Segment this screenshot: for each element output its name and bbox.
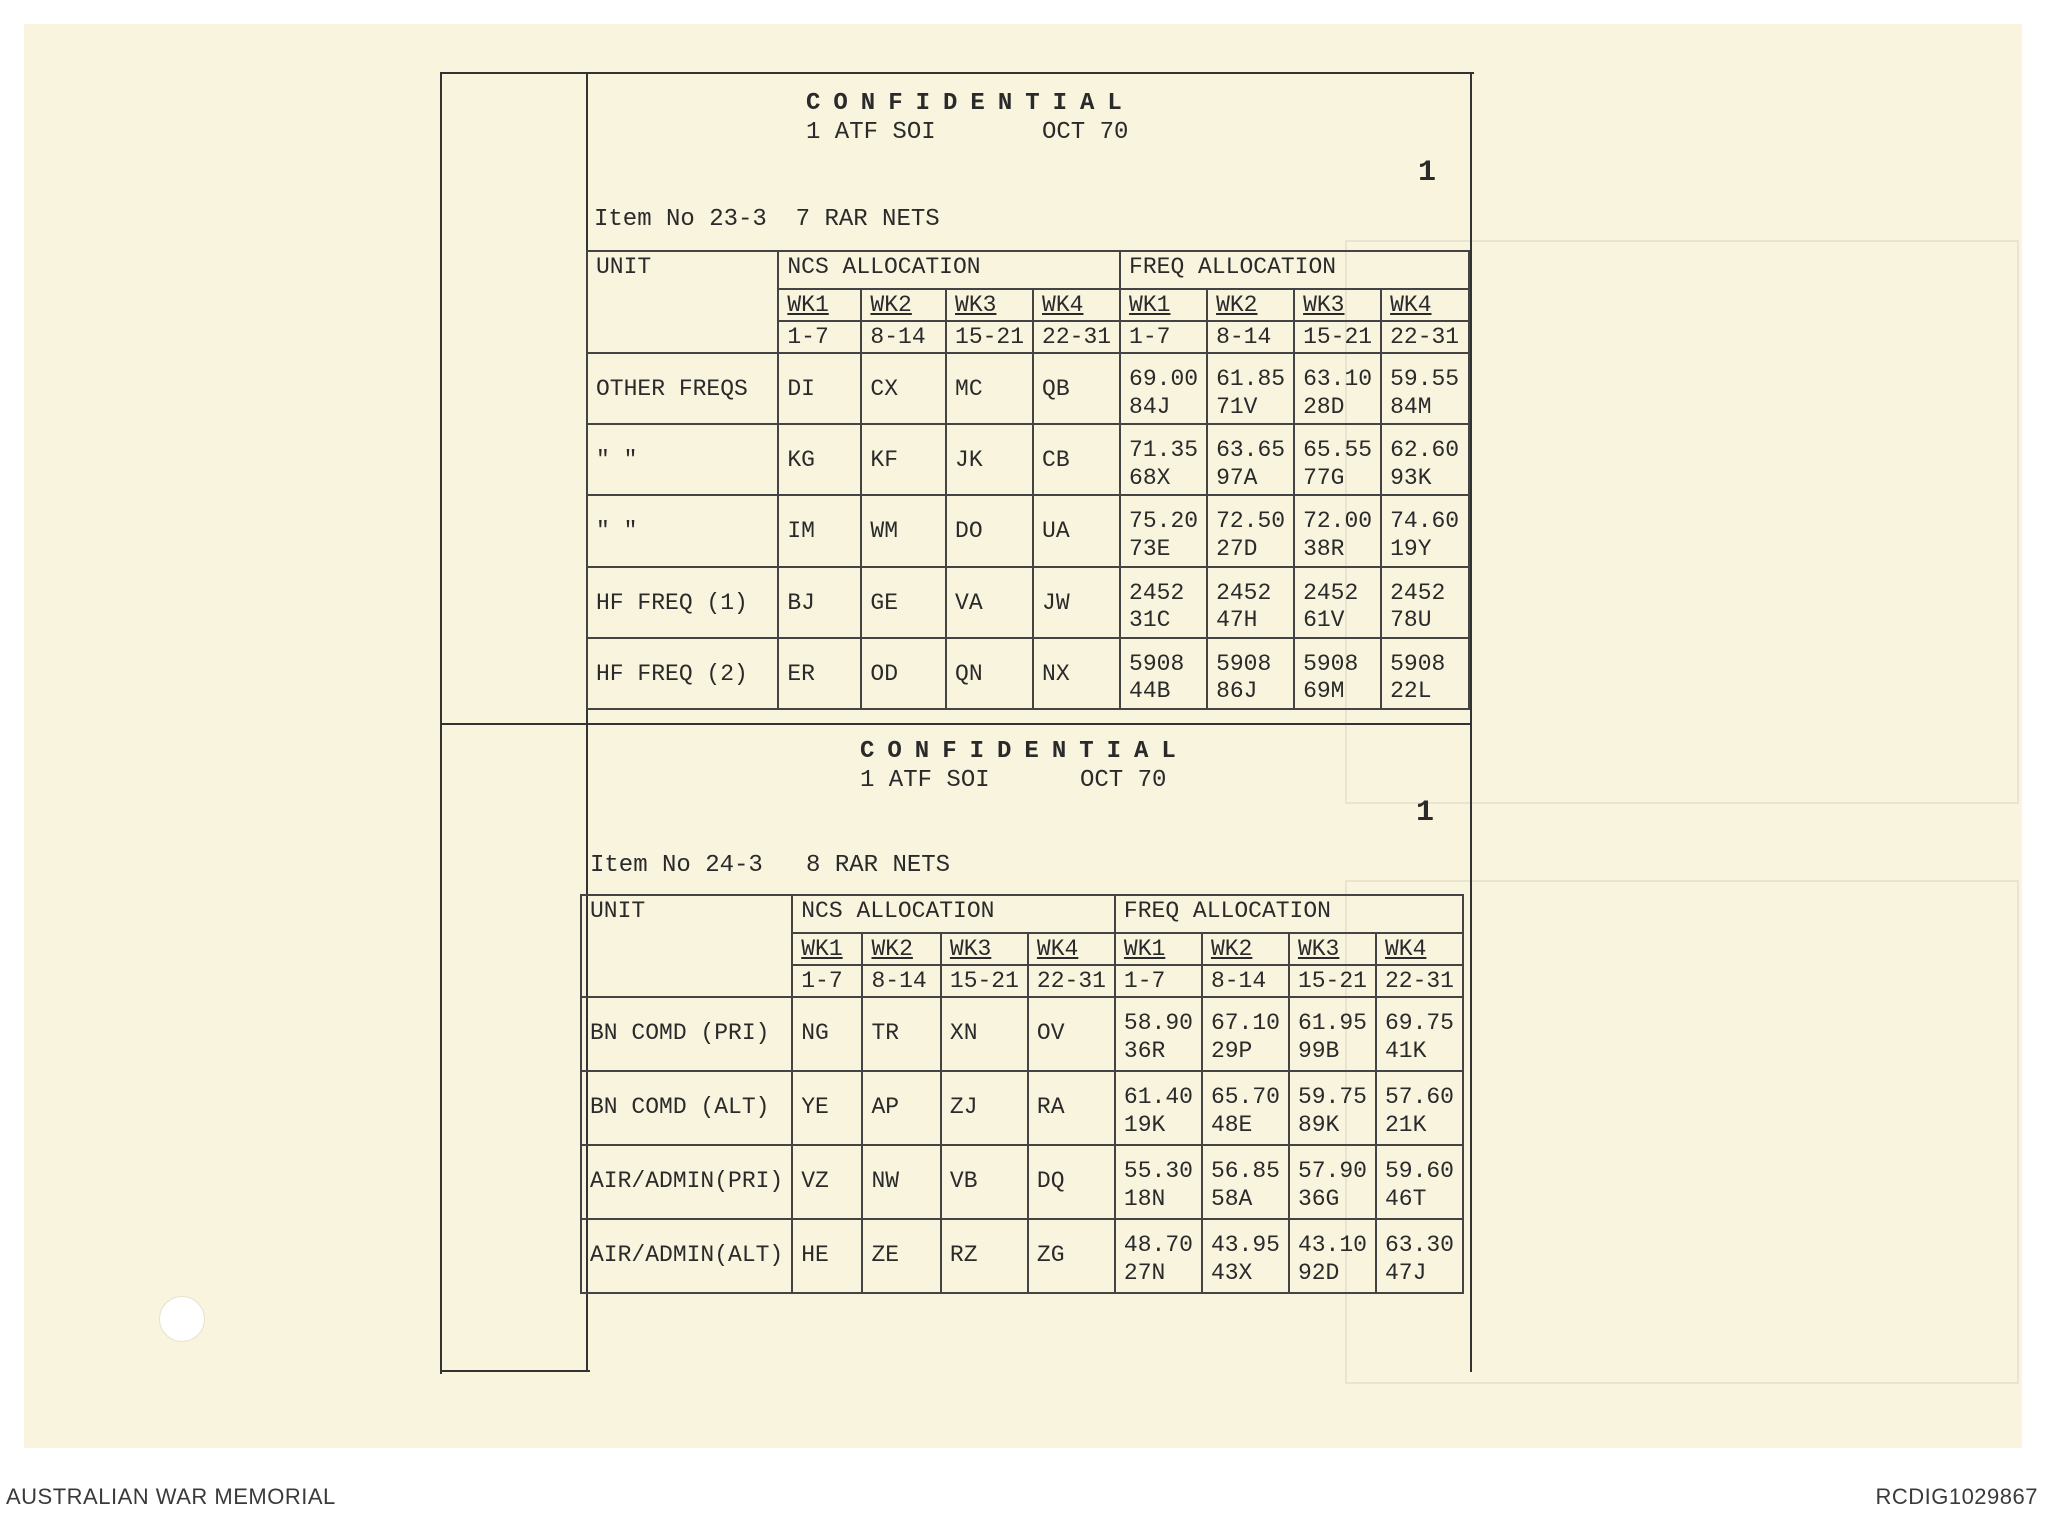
frequency-value: 48.70 <box>1123 1232 1193 1258</box>
frequency-value: 2452 <box>1303 579 1359 606</box>
unit-name-cell: OTHER FREQS <box>587 353 778 424</box>
freq-cell <box>1115 1071 1202 1145</box>
frequency-value: 43.10 <box>1297 1232 1367 1258</box>
confidential-label: CONFIDENTIAL <box>806 90 1135 117</box>
date-range: 8-14 <box>861 321 946 353</box>
frequency-value: 57.90 <box>1297 1158 1367 1184</box>
freq-cell <box>1207 567 1294 638</box>
week-label: WK1 <box>1120 289 1207 321</box>
freq-cell <box>1115 1145 1202 1219</box>
freq-cell <box>1376 997 1463 1071</box>
week-label: WK1 <box>792 933 862 965</box>
confidential-label: CONFIDENTIAL <box>860 738 1189 765</box>
freq-cell <box>1381 424 1469 495</box>
table-row <box>581 997 1463 1071</box>
table-row <box>587 495 1469 566</box>
ncs-callsign-cell: QB <box>1033 353 1120 424</box>
ncs-callsign-cell: JK <box>946 424 1033 495</box>
freq-cell <box>1289 1219 1376 1293</box>
item-number: Item No 23-3 <box>594 206 767 233</box>
frequency-value: 63.65 <box>1216 437 1286 464</box>
table-row <box>587 424 1469 495</box>
freq-cell <box>1376 1219 1463 1293</box>
unit-name-cell: BN COMD (PRI) <box>581 997 792 1071</box>
table-row <box>581 1219 1463 1293</box>
frequency-code: 92D <box>1297 1259 1340 1286</box>
frequency-value: 72.00 <box>1303 508 1373 535</box>
ncs-callsign-cell: GE <box>861 567 946 638</box>
ncs-callsign-cell: DQ <box>1028 1145 1115 1219</box>
week-label: WK1 <box>778 289 861 321</box>
frequency-value: 2452 <box>1216 579 1272 606</box>
freq-cell <box>1120 567 1207 638</box>
freq-cell <box>1289 997 1376 1071</box>
frequency-value: 65.70 <box>1210 1084 1280 1110</box>
freq-cell <box>1202 1145 1289 1219</box>
frequency-code: 19K <box>1123 1111 1166 1138</box>
frequency-table-7rar <box>586 250 1470 710</box>
date-range: 15-21 <box>1289 965 1376 997</box>
unit-header-spacer <box>581 933 792 965</box>
ncs-callsign-cell: QN <box>946 638 1033 709</box>
ncs-callsign-cell: DO <box>946 495 1033 566</box>
frequency-value: 67.10 <box>1210 1010 1280 1036</box>
frequency-code: 38R <box>1303 535 1345 562</box>
ncs-callsign-cell: ZG <box>1028 1219 1115 1293</box>
frequency-value: 61.40 <box>1123 1084 1193 1110</box>
ncs-callsign-cell: OV <box>1028 997 1115 1071</box>
frequency-value: 61.95 <box>1297 1010 1367 1036</box>
frequency-value: 62.60 <box>1390 437 1460 464</box>
ncs-callsign-cell: HE <box>792 1219 862 1293</box>
week-label: WK4 <box>1376 933 1463 965</box>
ncs-callsign-cell: WM <box>861 495 946 566</box>
date-range: 22-31 <box>1028 965 1115 997</box>
date-label: OCT 70 <box>1042 119 1129 146</box>
section-header-1 <box>806 90 1135 146</box>
date-range: 15-21 <box>941 965 1028 997</box>
ncs-callsign-cell: AP <box>862 1071 940 1145</box>
freq-cell <box>1120 424 1207 495</box>
frequency-code: 19Y <box>1390 535 1432 562</box>
week-label: WK3 <box>946 289 1033 321</box>
frequency-value: 63.30 <box>1384 1232 1454 1258</box>
frequency-value: 65.55 <box>1303 437 1373 464</box>
frequency-code: 84J <box>1129 393 1171 420</box>
frequency-value: 69.75 <box>1384 1010 1454 1036</box>
freq-cell <box>1294 567 1381 638</box>
sheet-bottom-rule <box>440 1370 590 1372</box>
date-range: 15-21 <box>946 321 1033 353</box>
ncs-callsign-cell: ER <box>778 638 861 709</box>
page-mark: 1 <box>1418 156 1437 190</box>
freq-cell <box>1381 495 1469 566</box>
freq-cell <box>1202 997 1289 1071</box>
sheet-right-rule <box>1470 72 1472 1372</box>
freq-cell <box>1207 353 1294 424</box>
week-label: WK3 <box>941 933 1028 965</box>
frequency-value: 75.20 <box>1129 508 1199 535</box>
ncs-callsign-cell: VZ <box>792 1145 862 1219</box>
ncs-callsign-cell: RZ <box>941 1219 1028 1293</box>
item-title <box>594 206 940 233</box>
issuer-label: 1 ATF SOI <box>860 767 990 794</box>
frequency-code: 21K <box>1384 1111 1427 1138</box>
frequency-code: 47H <box>1216 607 1258 634</box>
ncs-callsign-cell: KG <box>778 424 861 495</box>
freq-cell <box>1294 424 1381 495</box>
ncs-callsign-cell: JW <box>1033 567 1120 638</box>
unit-name-cell: HF FREQ (1) <box>587 567 778 638</box>
date-range: 8-14 <box>1202 965 1289 997</box>
unit-header-spacer <box>587 321 778 353</box>
freq-cell <box>1120 353 1207 424</box>
item-title <box>590 852 950 879</box>
ncs-callsign-cell: NG <box>792 997 862 1071</box>
date-range: 1-7 <box>1120 321 1207 353</box>
week-label: WK2 <box>1202 933 1289 965</box>
punch-hole <box>159 1296 205 1342</box>
table-row <box>581 1071 1463 1145</box>
frequency-table-8rar <box>580 894 1464 1294</box>
ncs-callsign-cell: KF <box>861 424 946 495</box>
frequency-code: 86J <box>1216 678 1258 705</box>
ncs-callsign-cell: YE <box>792 1071 862 1145</box>
freq-cell <box>1207 638 1294 709</box>
unit-name-cell: AIR/ADMIN(ALT) <box>581 1219 792 1293</box>
frequency-value: 59.60 <box>1384 1158 1454 1184</box>
freq-cell <box>1289 1071 1376 1145</box>
freq-cell <box>1202 1219 1289 1293</box>
freq-cell <box>1376 1145 1463 1219</box>
unit-header-spacer <box>587 289 778 321</box>
frequency-value: 5908 <box>1129 650 1185 677</box>
freq-cell <box>1120 638 1207 709</box>
frequency-value: 63.10 <box>1303 366 1373 392</box>
frequency-code: 99B <box>1297 1037 1340 1064</box>
week-label: WK3 <box>1289 933 1376 965</box>
date-range: 22-31 <box>1376 965 1463 997</box>
unit-name-cell: AIR/ADMIN(PRI) <box>581 1145 792 1219</box>
frequency-code: 89K <box>1297 1111 1340 1138</box>
week-label: WK1 <box>1115 933 1202 965</box>
ncs-callsign-cell: RA <box>1028 1071 1115 1145</box>
frequency-value: 74.60 <box>1390 508 1460 535</box>
ncs-callsign-cell: UA <box>1033 495 1120 566</box>
freq-cell <box>1207 495 1294 566</box>
freq-cell <box>1202 1071 1289 1145</box>
ncs-callsign-cell: IM <box>778 495 861 566</box>
frequency-code: 27N <box>1123 1259 1166 1286</box>
week-label: WK2 <box>862 933 940 965</box>
date-label: OCT 70 <box>1080 767 1167 794</box>
frequency-value: 72.50 <box>1216 508 1286 535</box>
table-row <box>587 353 1469 424</box>
unit-name-cell: HF FREQ (2) <box>587 638 778 709</box>
week-label: WK4 <box>1381 289 1469 321</box>
date-range: 22-31 <box>1033 321 1120 353</box>
freq-cell <box>1289 1145 1376 1219</box>
frequency-code: 28D <box>1303 393 1345 420</box>
frequency-value: 61.85 <box>1216 366 1286 392</box>
frequency-code: 48E <box>1210 1111 1253 1138</box>
frequency-code: 61V <box>1303 607 1345 634</box>
date-range: 8-14 <box>1207 321 1294 353</box>
freq-cell <box>1294 638 1381 709</box>
frequency-code: 41K <box>1384 1037 1427 1064</box>
frequency-value: 43.95 <box>1210 1232 1280 1258</box>
freq-cell <box>1115 997 1202 1071</box>
week-label: WK2 <box>861 289 946 321</box>
frequency-code: 29P <box>1210 1037 1253 1064</box>
frequency-code: 73E <box>1129 535 1171 562</box>
week-label: WK4 <box>1028 933 1115 965</box>
ncs-callsign-cell: VA <box>946 567 1033 638</box>
freq-cell <box>1207 424 1294 495</box>
frequency-value: 57.60 <box>1384 1084 1454 1110</box>
date-range: 15-21 <box>1294 321 1381 353</box>
frequency-code: 46T <box>1384 1185 1427 1212</box>
ncs-callsign-cell: XN <box>941 997 1028 1071</box>
ncs-header: NCS ALLOCATION <box>792 895 1115 933</box>
ncs-callsign-cell: CX <box>861 353 946 424</box>
ncs-callsign-cell: NX <box>1033 638 1120 709</box>
frequency-code: 44B <box>1129 678 1171 705</box>
issuer-label: 1 ATF SOI <box>806 119 936 146</box>
net-title: 8 RAR NETS <box>806 852 951 879</box>
ncs-callsign-cell: ZE <box>862 1219 940 1293</box>
page-mark: 1 <box>1416 796 1435 830</box>
table-row <box>587 567 1469 638</box>
ncs-callsign-cell: BJ <box>778 567 861 638</box>
freq-cell <box>1294 495 1381 566</box>
unit-name-cell: BN COMD (ALT) <box>581 1071 792 1145</box>
date-range: 1-7 <box>1115 965 1202 997</box>
frequency-value: 2452 <box>1390 579 1446 606</box>
frequency-code: 27D <box>1216 535 1258 562</box>
freq-cell <box>1120 495 1207 566</box>
freq-cell <box>1115 1219 1202 1293</box>
section-header-2 <box>860 738 1189 794</box>
frequency-code: 43X <box>1210 1259 1253 1286</box>
frequency-value: 55.30 <box>1123 1158 1193 1184</box>
frequency-code: 22L <box>1390 678 1432 705</box>
frequency-value: 5908 <box>1216 650 1272 677</box>
frequency-code: 97A <box>1216 464 1258 491</box>
unit-name-cell: " " <box>587 495 778 566</box>
frequency-value: 69.00 <box>1129 366 1199 392</box>
frequency-code: 78U <box>1390 607 1432 634</box>
week-label: WK3 <box>1294 289 1381 321</box>
freq-cell <box>1381 353 1469 424</box>
frequency-code: 77G <box>1303 464 1345 491</box>
ncs-header: NCS ALLOCATION <box>778 251 1120 289</box>
frequency-value: 2452 <box>1129 579 1185 606</box>
frequency-code: 36R <box>1123 1037 1166 1064</box>
ncs-callsign-cell: MC <box>946 353 1033 424</box>
net-title: 7 RAR NETS <box>795 206 940 233</box>
frequency-value: 59.75 <box>1297 1084 1367 1110</box>
unit-header: UNIT <box>587 251 778 289</box>
date-range: 22-31 <box>1381 321 1469 353</box>
ncs-callsign-cell: CB <box>1033 424 1120 495</box>
date-range: 8-14 <box>862 965 940 997</box>
frequency-code: 36G <box>1297 1185 1340 1212</box>
unit-name-cell: " " <box>587 424 778 495</box>
ncs-callsign-cell: VB <box>941 1145 1028 1219</box>
frequency-code: 69M <box>1303 678 1345 705</box>
item-number: Item No 24-3 <box>590 852 763 879</box>
week-label: WK2 <box>1207 289 1294 321</box>
footer-archive-name: AUSTRALIAN WAR MEMORIAL <box>6 1484 336 1509</box>
date-range: 1-7 <box>778 321 861 353</box>
ncs-callsign-cell: ZJ <box>941 1071 1028 1145</box>
freq-cell <box>1381 638 1469 709</box>
table-row <box>587 638 1469 709</box>
frequency-code: 84M <box>1390 393 1432 420</box>
unit-header: UNIT <box>581 895 792 933</box>
freq-header: FREQ ALLOCATION <box>1115 895 1463 933</box>
ncs-callsign-cell: TR <box>862 997 940 1071</box>
ncs-callsign-cell: OD <box>861 638 946 709</box>
ncs-callsign-cell: NW <box>862 1145 940 1219</box>
frequency-value: 71.35 <box>1129 437 1199 464</box>
frequency-code: 93K <box>1390 464 1432 491</box>
section-divider <box>440 723 1472 725</box>
freq-header: FREQ ALLOCATION <box>1120 251 1469 289</box>
frequency-code: 31C <box>1129 607 1171 634</box>
ncs-callsign-cell: DI <box>778 353 861 424</box>
frequency-code: 47J <box>1384 1259 1427 1286</box>
frequency-code: 58A <box>1210 1185 1253 1212</box>
frequency-value: 59.55 <box>1390 366 1460 392</box>
unit-header-spacer <box>581 965 792 997</box>
date-range: 1-7 <box>792 965 862 997</box>
freq-cell <box>1381 567 1469 638</box>
freq-cell <box>1376 1071 1463 1145</box>
freq-cell <box>1294 353 1381 424</box>
frequency-code: 71V <box>1216 393 1258 420</box>
frequency-value: 5908 <box>1390 650 1446 677</box>
week-label: WK4 <box>1033 289 1120 321</box>
frequency-value: 56.85 <box>1210 1158 1280 1184</box>
frequency-value: 58.90 <box>1123 1010 1193 1036</box>
frequency-code: 18N <box>1123 1185 1166 1212</box>
frequency-value: 5908 <box>1303 650 1359 677</box>
table-row <box>581 1145 1463 1219</box>
frequency-code: 68X <box>1129 464 1171 491</box>
footer-record-id: RCDIG1029867 <box>1875 1484 2038 1509</box>
